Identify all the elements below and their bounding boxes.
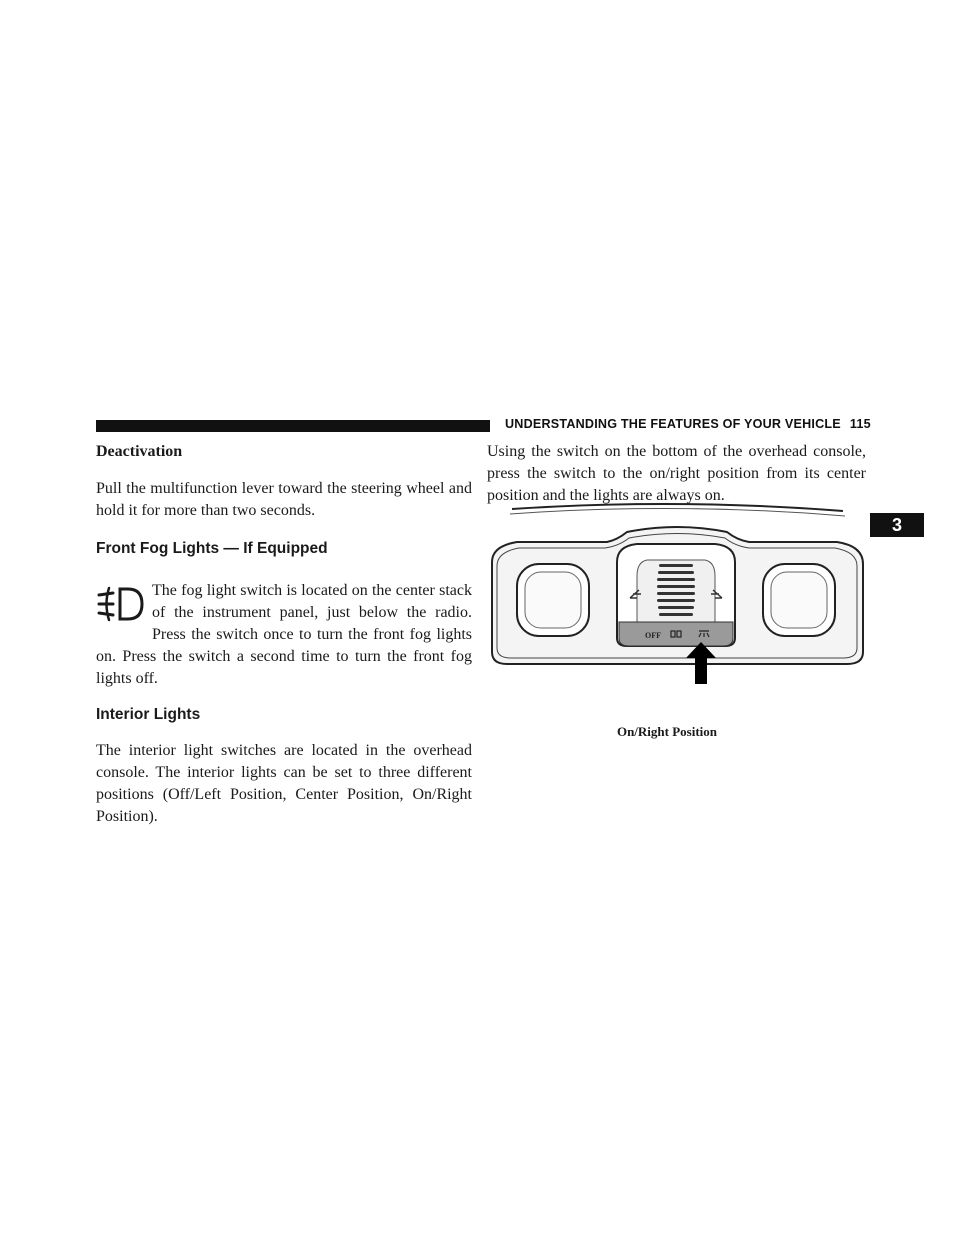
figure-caption: On/Right Position <box>616 724 718 739</box>
front-fog-light-icon <box>96 584 146 624</box>
fog-block <box>96 580 472 690</box>
right-column <box>487 441 866 507</box>
right-text: Using the switch on the bottom of the overhead console, press the switch to the on/right position from its center position and the lights are always on. <box>487 443 866 504</box>
chapter-tab: 3 <box>870 513 924 537</box>
running-header <box>505 417 871 431</box>
left-column <box>96 441 472 828</box>
switch-label-off: OFF <box>645 631 661 640</box>
fog-text <box>96 580 472 690</box>
overhead-console-figure <box>487 502 868 684</box>
header-title: UNDERSTANDING THE FEATURES OF YOUR VEHICLE <box>505 417 841 431</box>
interior-text: The interior light switches are located in the overhead console. The interior lights can be set to three different positions (Off/Left Position, Center Position, On/Right Position). <box>96 742 472 825</box>
deactivation-heading: Deactivation <box>96 443 183 460</box>
fog-heading: Front Fog Lights — If Equipped <box>96 540 328 557</box>
interior-heading: Interior Lights <box>96 706 201 723</box>
page-number: 115 <box>849 417 871 431</box>
fog-text-content: The fog light switch is located on the center stack of the instrument panel, just below the radio. Press the switch once to turn the front fog lights on. Press the switch a second time to turn the front fog lights off. <box>96 582 472 687</box>
deactivation-text: Pull the multifunction lever toward the steering wheel and hold it for more than two seconds. <box>96 480 472 519</box>
header-bar <box>96 420 490 432</box>
